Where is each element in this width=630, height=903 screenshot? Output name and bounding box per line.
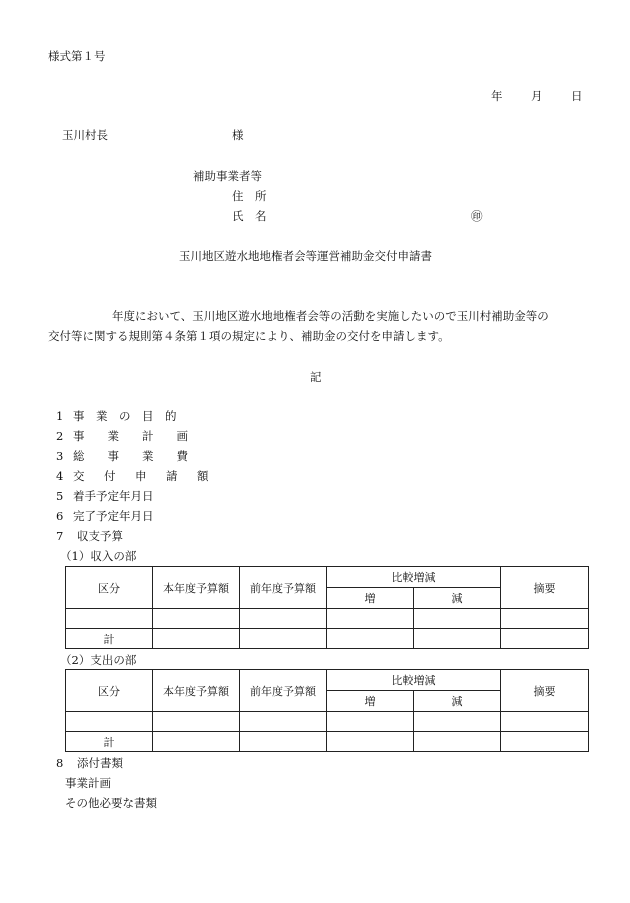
addressee-name: 玉川村長 bbox=[62, 128, 108, 142]
expense-total-label: 計 bbox=[66, 732, 153, 752]
income-header-current: 本年度予算額 bbox=[153, 567, 240, 609]
item-2-label: 事 業 計 画 bbox=[73, 429, 188, 443]
item-6-label: 完了予定年月日 bbox=[73, 509, 154, 523]
table-cell bbox=[153, 629, 240, 649]
table-cell bbox=[153, 712, 240, 732]
income-header-remarks: 摘要 bbox=[501, 567, 589, 609]
expense-total-row bbox=[66, 732, 589, 752]
applicant-address-label: 住 所 bbox=[232, 189, 267, 203]
seal-mark: ㊞ bbox=[471, 209, 483, 223]
date-year-label: 年 bbox=[491, 89, 503, 103]
expense-header-category: 区分 bbox=[66, 670, 153, 712]
income-header-previous: 前年度予算額 bbox=[240, 567, 327, 609]
item-2-number: 2 bbox=[56, 429, 64, 443]
table-cell bbox=[501, 629, 589, 649]
income-total-row bbox=[66, 629, 589, 649]
expense-header-previous: 前年度予算額 bbox=[240, 670, 327, 712]
income-total-label: 計 bbox=[66, 629, 153, 649]
table-cell bbox=[414, 629, 501, 649]
applicant-name-label: 氏 名 bbox=[232, 209, 267, 223]
table-cell bbox=[501, 712, 589, 732]
document-title: 玉川地区遊水地地権者会等運営補助金交付申請書 bbox=[179, 249, 432, 263]
table-cell bbox=[327, 629, 414, 649]
table-cell bbox=[240, 732, 327, 752]
ki-heading: 記 bbox=[310, 370, 322, 384]
table-cell bbox=[501, 609, 589, 629]
expense-header-decrease: 減 bbox=[414, 691, 501, 712]
table-cell bbox=[414, 712, 501, 732]
expense-heading: （2）支出の部 bbox=[60, 653, 137, 667]
attachment-item-1: 事業計画 bbox=[65, 776, 111, 790]
body-line-1: 年度において、玉川地区遊水地地権者会等の活動を実施したいので玉川村補助金等の bbox=[112, 309, 549, 323]
attachment-item-2: その他必要な書類 bbox=[65, 796, 157, 810]
expense-header-compare: 比較増減 bbox=[327, 670, 501, 691]
table-cell bbox=[327, 609, 414, 629]
table-cell bbox=[327, 712, 414, 732]
table-cell bbox=[240, 629, 327, 649]
income-header-decrease: 減 bbox=[414, 588, 501, 609]
item-3-label: 総 事 業 費 bbox=[73, 449, 188, 463]
applicant-heading: 補助事業者等 bbox=[193, 169, 262, 183]
body-line-2: 交付等に関する規則第４条第１項の規定により、補助金の交付を申請します。 bbox=[48, 329, 450, 343]
income-header-category: 区分 bbox=[66, 567, 153, 609]
income-data-row bbox=[66, 609, 589, 629]
income-header-compare: 比較増減 bbox=[327, 567, 501, 588]
income-header-increase: 増 bbox=[327, 588, 414, 609]
table-cell bbox=[327, 732, 414, 752]
item-4-label: 交 付 申 請 額 bbox=[73, 469, 213, 483]
attachments-label: 添付書類 bbox=[77, 756, 123, 770]
date-day-label: 日 bbox=[571, 89, 583, 103]
item-7-number: 7 bbox=[56, 529, 64, 543]
expense-data-row bbox=[66, 712, 589, 732]
table-cell bbox=[501, 732, 589, 752]
addressee-honorific: 様 bbox=[232, 128, 244, 142]
item-4-number: 4 bbox=[56, 469, 64, 483]
table-cell bbox=[153, 732, 240, 752]
income-table bbox=[65, 566, 589, 649]
date-month-label: 月 bbox=[531, 89, 543, 103]
item-1-label: 事 業 の 目 的 bbox=[73, 409, 177, 423]
expense-header-current: 本年度予算額 bbox=[153, 670, 240, 712]
attachments-number: 8 bbox=[56, 756, 64, 770]
item-7-label: 収支予算 bbox=[77, 529, 123, 543]
expense-header-remarks: 摘要 bbox=[501, 670, 589, 712]
form-number: 様式第１号 bbox=[48, 49, 106, 63]
table-cell bbox=[153, 609, 240, 629]
item-3-number: 3 bbox=[56, 449, 64, 463]
item-1-number: 1 bbox=[56, 409, 64, 423]
table-cell bbox=[240, 609, 327, 629]
item-6-number: 6 bbox=[56, 509, 64, 523]
expense-table bbox=[65, 669, 589, 752]
table-cell bbox=[414, 732, 501, 752]
table-cell bbox=[414, 609, 501, 629]
table-cell bbox=[66, 609, 153, 629]
item-5-number: 5 bbox=[56, 489, 64, 503]
table-cell bbox=[240, 712, 327, 732]
item-5-label: 着手予定年月日 bbox=[73, 489, 154, 503]
income-heading: （1）収入の部 bbox=[60, 549, 137, 563]
expense-header-increase: 増 bbox=[327, 691, 414, 712]
table-cell bbox=[66, 712, 153, 732]
